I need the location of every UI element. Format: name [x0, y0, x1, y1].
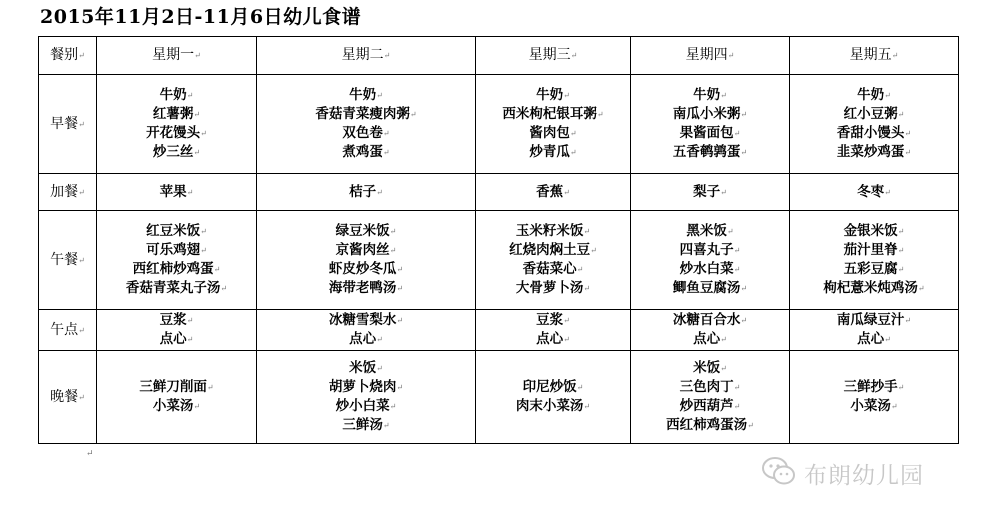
dish-item: 金银米饭 ↵ [790, 222, 958, 241]
meal-label: 午餐 ↵ [50, 252, 85, 268]
day-label: 星期四 ↵ [686, 47, 735, 63]
dish-item: 四喜丸子 ↵ [631, 241, 789, 260]
dish-item: 牛奶 ↵ [476, 86, 630, 105]
dish-item: 五彩豆腐 ↵ [790, 260, 958, 279]
menu-cell [790, 351, 959, 444]
menu-cell [97, 174, 257, 211]
day-label: 星期三 ↵ [529, 47, 578, 63]
dish-item: 果酱面包 ↵ [631, 124, 789, 143]
dish-item: 冰糖雪梨水 ↵ [257, 311, 475, 330]
meal-label-cell [39, 211, 97, 310]
menu-cell [790, 174, 959, 211]
dish-item: 五香鹌鹑蛋 ↵ [631, 143, 789, 162]
menu-cell [631, 75, 790, 174]
meal-label: 晚餐 ↵ [50, 389, 85, 405]
dish-item: 小菜汤 ↵ [97, 397, 256, 416]
menu-table [38, 36, 959, 444]
dish-item: 海带老鸭汤 ↵ [257, 279, 475, 298]
dish-item: 双色卷 ↵ [257, 124, 475, 143]
dish-item: 酱肉包 ↵ [476, 124, 630, 143]
dish-item: 豆浆 ↵ [97, 311, 256, 330]
dish-item: 冬枣 ↵ [790, 183, 958, 202]
dish-item: 可乐鸡翅 ↵ [97, 241, 256, 260]
dish-item: 牛奶 ↵ [631, 86, 789, 105]
dish-item: 点心 ↵ [97, 330, 256, 349]
dish-item: 三鲜抄手 ↵ [790, 378, 958, 397]
dish-item: 三鲜汤 ↵ [257, 416, 475, 435]
meal-label-cell [39, 310, 97, 351]
dish-item: 苹果 ↵ [97, 183, 256, 202]
dish-item: 炒小白菜 ↵ [257, 397, 475, 416]
menu-cell [476, 211, 631, 310]
dish-item: 豆浆 ↵ [476, 311, 630, 330]
menu-cell [476, 75, 631, 174]
dish-item: 点心 ↵ [631, 330, 789, 349]
dish-item: 桔子 ↵ [257, 183, 475, 202]
dish-item: 香菇菜心 ↵ [476, 260, 630, 279]
dish-item: 梨子 ↵ [631, 183, 789, 202]
dish-item: 西红柿鸡蛋汤 ↵ [631, 416, 789, 435]
meal-label-cell [39, 174, 97, 211]
dish-item: 牛奶 ↵ [790, 86, 958, 105]
dish-item: 开花馒头 ↵ [97, 124, 256, 143]
day-header-tuesday [257, 37, 476, 75]
wechat-icon [762, 456, 796, 490]
watermark-text: 布朗幼儿园 [804, 462, 924, 489]
header-row [39, 37, 959, 75]
dish-item: 小菜汤 ↵ [790, 397, 958, 416]
dish-item: 胡萝卜烧肉 ↵ [257, 378, 475, 397]
menu-cell [476, 310, 631, 351]
dish-item: 红豆米饭 ↵ [97, 222, 256, 241]
dish-item: 米饭 ↵ [257, 359, 475, 378]
menu-cell [97, 310, 257, 351]
menu-cell [631, 351, 790, 444]
dish-item: 牛奶 ↵ [257, 86, 475, 105]
dish-item: 黑米饭 ↵ [631, 222, 789, 241]
dish-item: 南瓜绿豆汁 ↵ [790, 311, 958, 330]
dish-item: 南瓜小米粥 ↵ [631, 105, 789, 124]
menu-cell [257, 211, 476, 310]
dish-item: 三鲜刀削面 ↵ [97, 378, 256, 397]
dish-item: 点心 ↵ [257, 330, 475, 349]
dish-item: 绿豆米饭 ↵ [257, 222, 475, 241]
dish-item: 点心 ↵ [790, 330, 958, 349]
meal-label-cell [39, 351, 97, 444]
dish-item: 香甜小馒头 ↵ [790, 124, 958, 143]
breakfast-row [39, 75, 959, 174]
menu-cell [97, 75, 257, 174]
day-header-monday [97, 37, 257, 75]
dish-item: 米饭 ↵ [631, 359, 789, 378]
lunch-row [39, 211, 959, 310]
menu-cell [790, 211, 959, 310]
menu-cell [97, 351, 257, 444]
day-label: 星期一 ↵ [152, 47, 201, 63]
dish-item: 大骨萝卜汤 ↵ [476, 279, 630, 298]
dish-item: 炒三丝 ↵ [97, 143, 256, 162]
dish-item: 玉米籽米饭 ↵ [476, 222, 630, 241]
menu-cell [631, 211, 790, 310]
menu-cell [790, 310, 959, 351]
dish-item: 虾皮炒冬瓜 ↵ [257, 260, 475, 279]
day-label: 星期二 ↵ [342, 47, 391, 63]
menu-cell [631, 310, 790, 351]
dish-item: 牛奶 ↵ [97, 86, 256, 105]
day-label: 星期五 ↵ [850, 47, 899, 63]
dish-item: 红烧肉焖土豆 ↵ [476, 241, 630, 260]
day-header-friday [790, 37, 959, 75]
meal-label: 早餐 ↵ [50, 116, 85, 132]
menu-cell [476, 174, 631, 211]
dish-item: 香菇青菜丸子汤 ↵ [97, 279, 256, 298]
menu-cell [257, 174, 476, 211]
menu-cell [476, 351, 631, 444]
day-header-thursday [631, 37, 790, 75]
menu-cell [257, 75, 476, 174]
menu-cell [257, 310, 476, 351]
dish-item: 煮鸡蛋 ↵ [257, 143, 475, 162]
watermark [762, 456, 924, 490]
dish-item: 香蕉 ↵ [476, 183, 630, 202]
dish-item: 西红柿炒鸡蛋 ↵ [97, 260, 256, 279]
dish-item: 鲫鱼豆腐汤 ↵ [631, 279, 789, 298]
meal-label: 午点 ↵ [50, 322, 85, 338]
dish-item: 枸杞薏米炖鸡汤 ↵ [790, 279, 958, 298]
dinner-row [39, 351, 959, 444]
dish-item: 冰糖百合水 ↵ [631, 311, 789, 330]
menu-cell [257, 351, 476, 444]
dish-item: 茄汁里脊 ↵ [790, 241, 958, 260]
dish-item: 炒青瓜 ↵ [476, 143, 630, 162]
day-header-wednesday [476, 37, 631, 75]
dish-item: 三色肉丁 ↵ [631, 378, 789, 397]
dish-item: 韭菜炒鸡蛋 ↵ [790, 143, 958, 162]
dish-item: 京酱肉丝 ↵ [257, 241, 475, 260]
page-title: 2015年11月2日-11月6日幼儿食谱 [40, 6, 362, 28]
dish-item: 香菇青菜瘦肉粥 ↵ [257, 105, 475, 124]
meal-label: 加餐 ↵ [50, 184, 85, 200]
afternoon-snack-row [39, 310, 959, 351]
menu-cell [631, 174, 790, 211]
dish-item: 肉末小菜汤 ↵ [476, 397, 630, 416]
dish-item: 炒水白菜 ↵ [631, 260, 789, 279]
dish-item: 西米枸杞银耳粥 ↵ [476, 105, 630, 124]
meal-label-cell [39, 75, 97, 174]
corner-label: 餐别 ↵ [50, 47, 85, 63]
menu-cell [790, 75, 959, 174]
dish-item: 红小豆粥 ↵ [790, 105, 958, 124]
dish-item: 点心 ↵ [476, 330, 630, 349]
corner-cell [39, 37, 97, 75]
menu-cell [97, 211, 257, 310]
snack-row [39, 174, 959, 211]
paragraph-mark: ↵ [86, 449, 94, 459]
dish-item: 红薯粥 ↵ [97, 105, 256, 124]
dish-item: 炒西葫芦 ↵ [631, 397, 789, 416]
dish-item: 印尼炒饭 ↵ [476, 378, 630, 397]
